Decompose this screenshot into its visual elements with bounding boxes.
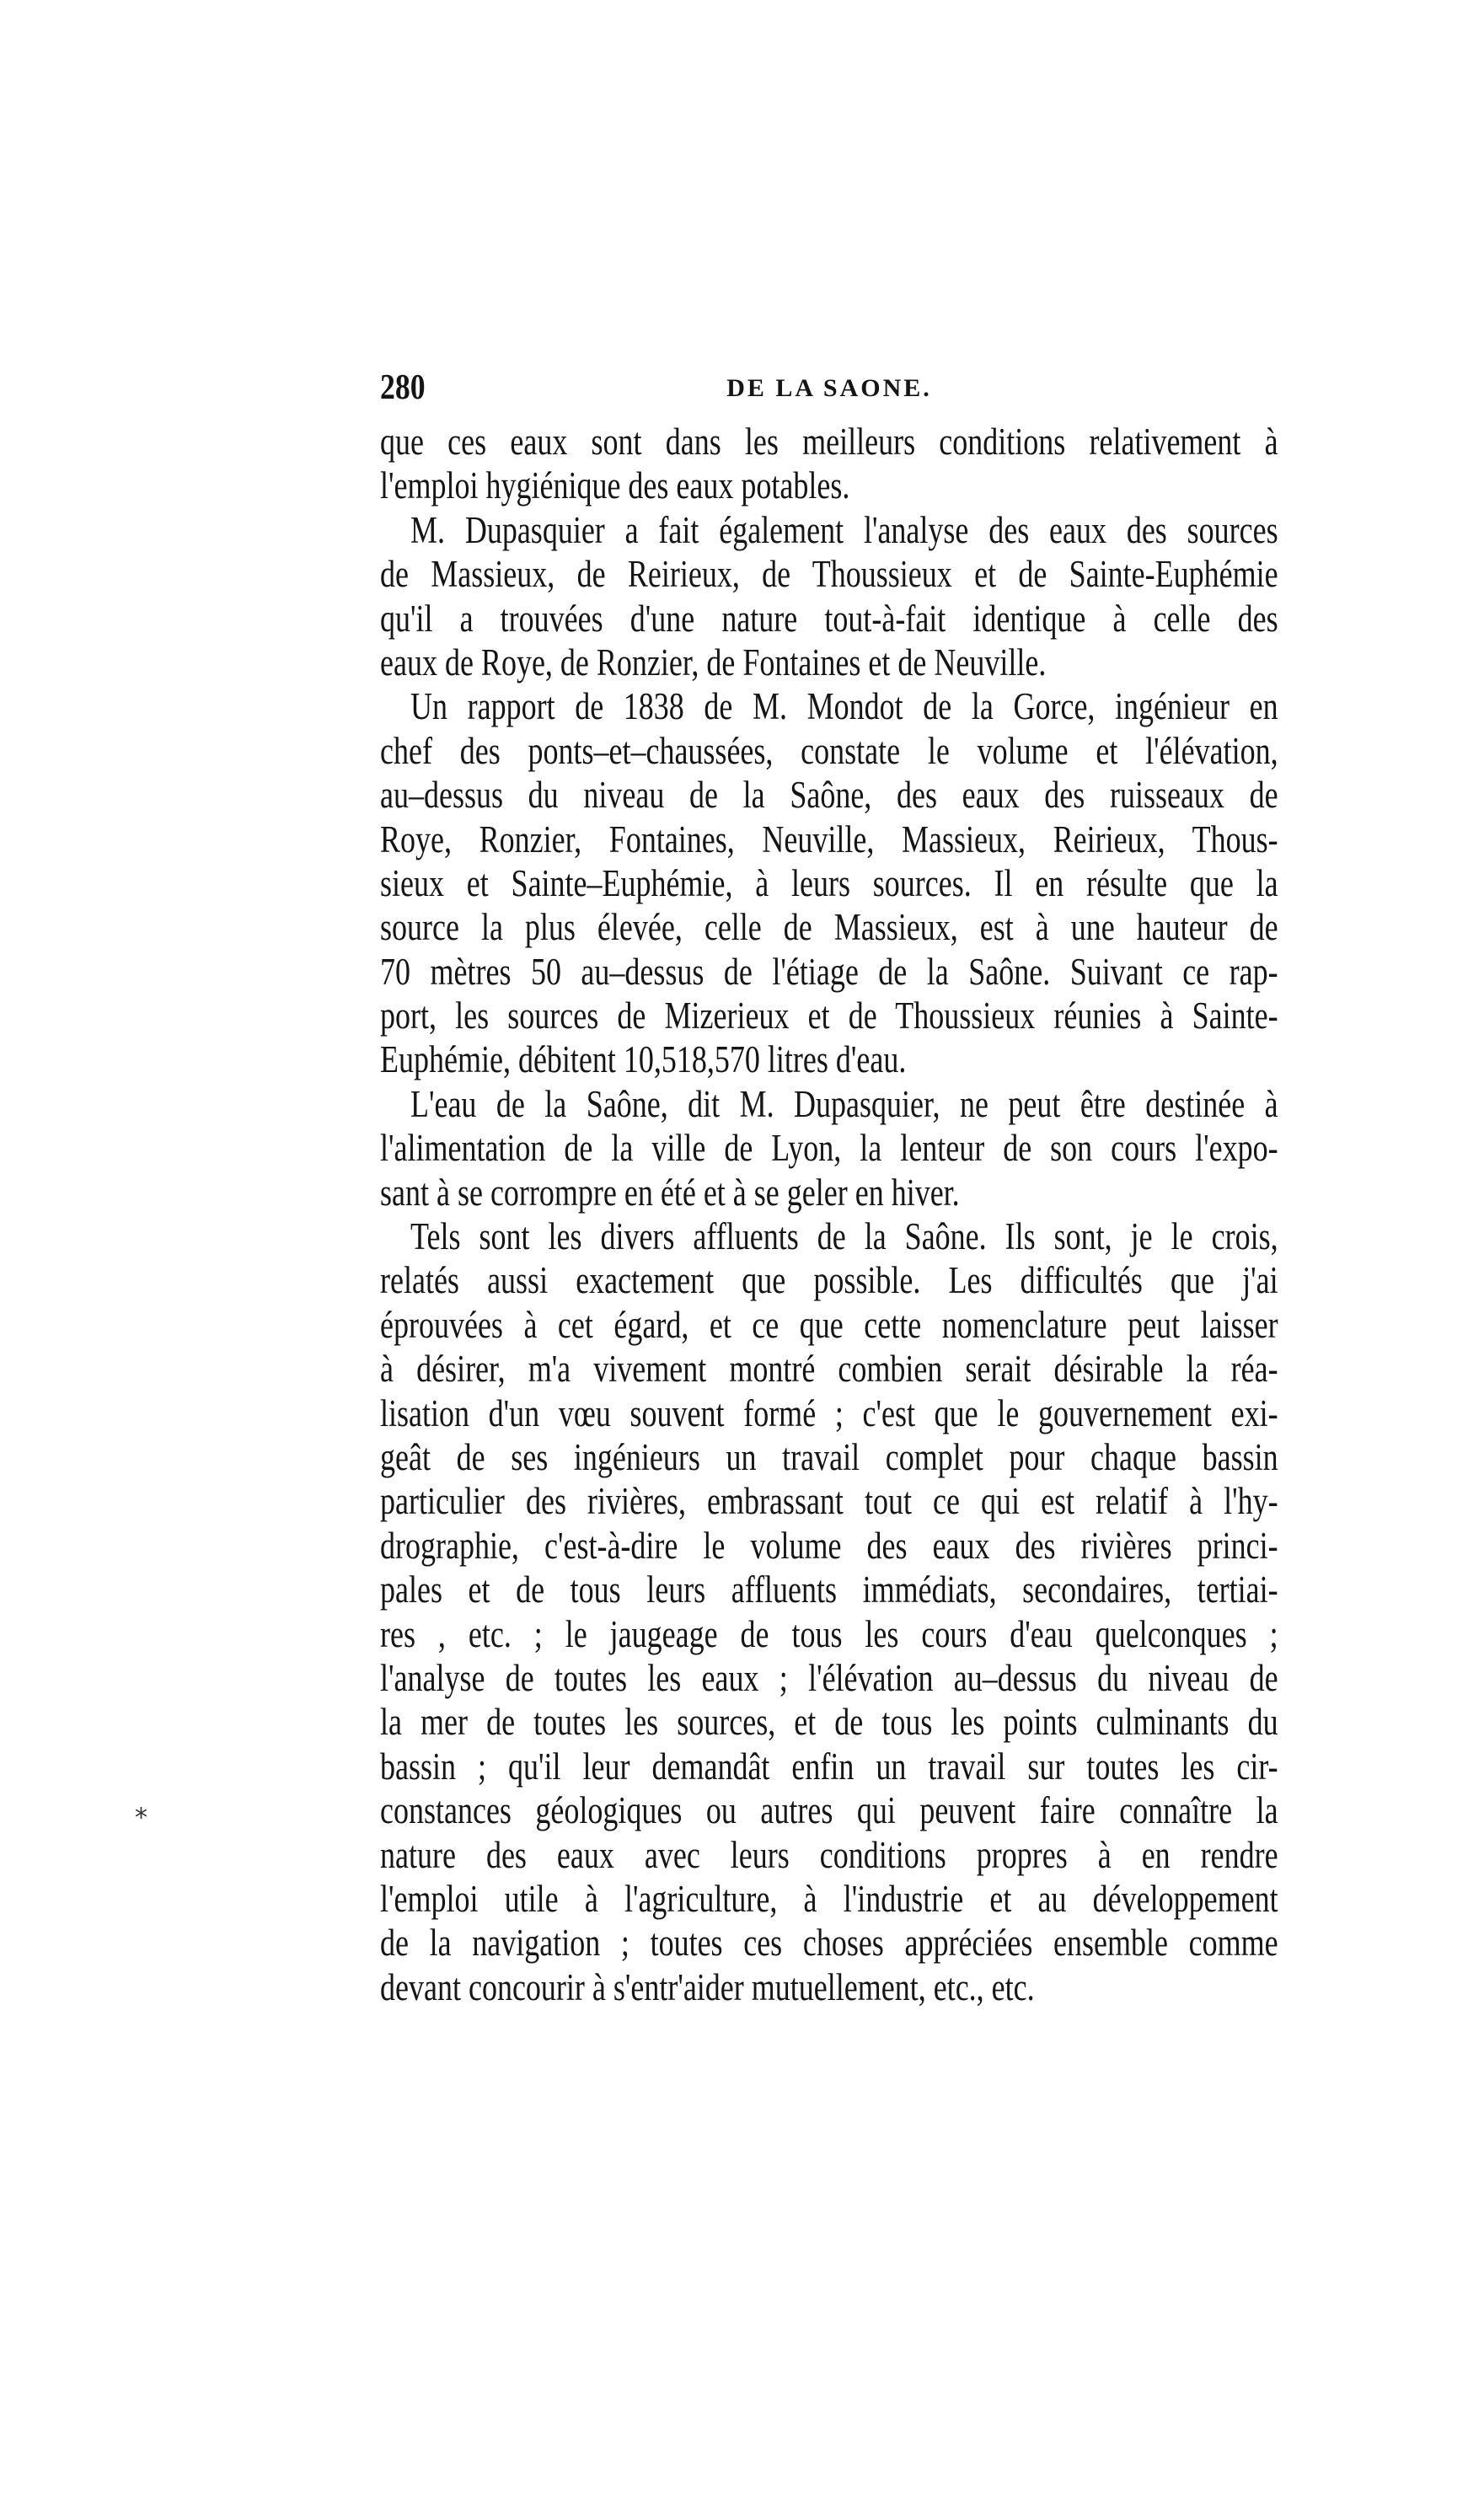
text-line: 70 mètres 50 au–dessus de l'étiage de la Saône. Suivant ce rap-: [380, 950, 1278, 993]
text-line: la mer de toutes les sources, et de tous les points culminants du: [380, 1701, 1278, 1744]
text-line: éprouvées à cet égard, et ce que cette nomenclature peut laisser: [380, 1303, 1278, 1346]
text-line: drographie, c'est-à-dire le volume des eaux des rivières princi-: [380, 1524, 1278, 1567]
page-header: [380, 362, 1278, 413]
text-line: nature des eaux avec leurs conditions propres à en rendre: [380, 1833, 1278, 1876]
text-line: port, les sources de Mizerieux et de Thoussieux réunies à Sainte-: [380, 995, 1278, 1037]
text-line: source la plus élevée, celle de Massieux, est à une hauteur de: [380, 906, 1278, 949]
text-line: devant concourir à s'entr'aider mutuellement, etc., etc.: [380, 1965, 1035, 2008]
text-line: sieux et Sainte–Euphémie, à leurs sources. Il en résulte que la: [380, 861, 1278, 904]
text-line: qu'il a trouvées d'une nature tout-à-fait identique à celle des: [380, 597, 1278, 640]
text-line: l'analyse de toutes les eaux ; l'élévation au–dessus du niveau de: [380, 1656, 1278, 1699]
text-line: l'alimentation de la ville de Lyon, la lenteur de son cours l'expo-: [380, 1127, 1278, 1170]
text-line: de la navigation ; toutes ces choses appréciées ensemble comme: [380, 1922, 1278, 1965]
text-line: l'emploi hygiénique des eaux potables.: [380, 464, 850, 507]
text-line: chef des ponts–et–chaussées, constate le volume et l'élévation,: [380, 729, 1278, 772]
text-line: de Massieux, de Reirieux, de Thoussieux et de Sainte-Euphémie: [380, 553, 1278, 596]
text-line: au–dessus du niveau de la Saône, des eaux des ruisseaux de: [380, 774, 1278, 817]
text-line: particulier des rivières, embrassant tout ce qui est relatif à l'hy-: [380, 1480, 1278, 1523]
text-line: lisation d'un vœu souvent formé ; c'est que le gouvernement exi-: [380, 1391, 1278, 1434]
text-line: Euphémie, débitent 10,518,570 litres d'eau.: [380, 1038, 907, 1081]
scan-speck-mark: ⁎: [135, 1796, 147, 1824]
text-line: eaux de Roye, de Ronzier, de Fontaines et de Neuville.: [380, 641, 1047, 684]
text-line: sant à se corrompre en été et à se geler en hiver.: [380, 1171, 960, 1214]
text-line: Tels sont les divers affluents de la Saône. Ils sont, je le crois,: [410, 1215, 1278, 1258]
text-line: Roye, Ronzier, Fontaines, Neuville, Massieux, Reirieux, Thous-: [380, 818, 1278, 860]
running-head: DE LA SAONE.: [726, 374, 932, 402]
text-line: à désirer, m'a vivement montré combien serait désirable la réa-: [380, 1348, 1278, 1391]
page-number: 280: [380, 368, 426, 407]
text-line: pales et de tous leurs affluents immédiats, secondaires, tertiai-: [380, 1568, 1278, 1611]
body-text: [380, 420, 1278, 2009]
text-line: M. Dupasquier a fait également l'analyse des eaux des sources: [410, 508, 1278, 551]
text-line: geât de ses ingénieurs un travail complet pour chaque bassin: [380, 1435, 1278, 1478]
text-line: L'eau de la Saône, dit M. Dupasquier, ne peut être destinée à: [410, 1082, 1278, 1125]
text-line: que ces eaux sont dans les meilleurs conditions relativement à: [380, 421, 1278, 463]
text-line: l'emploi utile à l'agriculture, à l'industrie et au développement: [380, 1877, 1278, 1920]
text-line: relatés aussi exactement que possible. Les difficultés que j'ai: [380, 1259, 1278, 1302]
text-line: res , etc. ; le jaugeage de tous les cours d'eau quelconques ;: [380, 1612, 1278, 1655]
text-line: Un rapport de 1838 de M. Mondot de la Gorce, ingénieur en: [410, 685, 1278, 728]
text-line: constances géologiques ou autres qui peuvent faire connaître la: [380, 1789, 1278, 1832]
text-line: bassin ; qu'il leur demandât enfin un travail sur toutes les cir-: [380, 1745, 1278, 1788]
